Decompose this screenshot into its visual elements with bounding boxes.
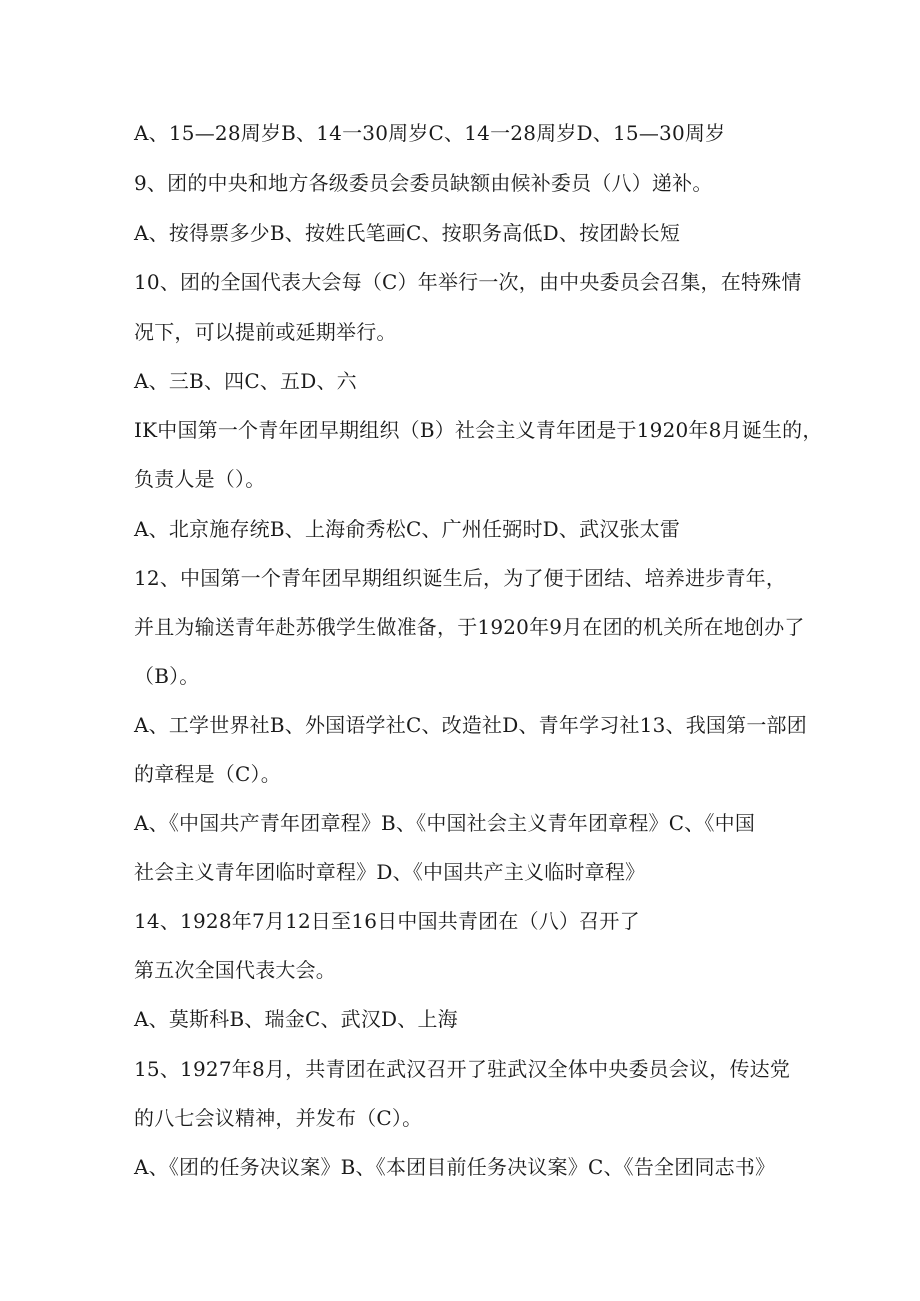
- option-line-q13-1: A、《中国共产青年团章程》B、《中国社会主义青年团章程》C、《中国: [134, 811, 756, 835]
- question-12-line-2: 并且为输送青年赴苏俄学生做准备，于1920年9月在团的机关所在地创办了: [134, 615, 805, 639]
- question-14-line-2: 第五次全国代表大会。: [134, 958, 336, 982]
- question-12-line-1: 12、中国第一个青年团早期组织诞生后，为了便于团结、培养进步青年，: [134, 566, 787, 590]
- question-10-line-2: 况下，可以提前或延期举行。: [134, 320, 397, 344]
- question-13-line-2: 的章程是（C）。: [134, 762, 281, 786]
- option-line-q11: A、北京施存统B、上海俞秀松C、广州任弼时D、武汉张太雷: [134, 517, 681, 541]
- question-9: 9、团的中央和地方各级委员会委员缺额由候补委员（八）递补。: [134, 171, 713, 195]
- option-line-q10: A、三B、四C、五D、六: [134, 369, 357, 393]
- question-12-line-3: （B）。: [134, 664, 200, 688]
- option-line-q13-2: 社会主义青年团临时章程》D、《中国共产主义临时章程》: [134, 860, 646, 884]
- option-line-q9: A、按得票多少B、按姓氏笔画C、按职务高低D、按团龄长短: [134, 221, 681, 245]
- option-line-q14: A、莫斯科B、瑞金C、武汉D、上海: [134, 1007, 458, 1031]
- option-line-q8: A、15—28周岁B、14一30周岁C、14一28周岁D、15—30周岁: [134, 121, 726, 145]
- option-line-q15: A、《团的任务决议案》B、《本团目前任务决议案》C、《告全团同志书》: [134, 1155, 776, 1179]
- question-14-line-1: 14、1928年7月12日至16日中国共青团在（八）召开了: [134, 909, 640, 933]
- question-11-line-1: IK中国第一个青年团早期组织（B）社会主义青年团是于1920年8月诞生的，: [134, 418, 823, 442]
- question-15-line-2: 的八七会议精神，并发布（C）。: [134, 1106, 423, 1130]
- question-10-line-1: 10、团的全国代表大会每（C）年举行一次，由中央委员会召集，在特殊情: [134, 270, 802, 294]
- option-line-q12: A、工学世界社B、外国语学社C、改造社D、青年学习社13、我国第一部团: [134, 713, 807, 737]
- question-15-line-1: 15、1927年8月，共青团在武汉召开了驻武汉全体中央委员会议，传达党: [134, 1057, 791, 1081]
- question-11-line-2: 负责人是（）。: [134, 467, 266, 491]
